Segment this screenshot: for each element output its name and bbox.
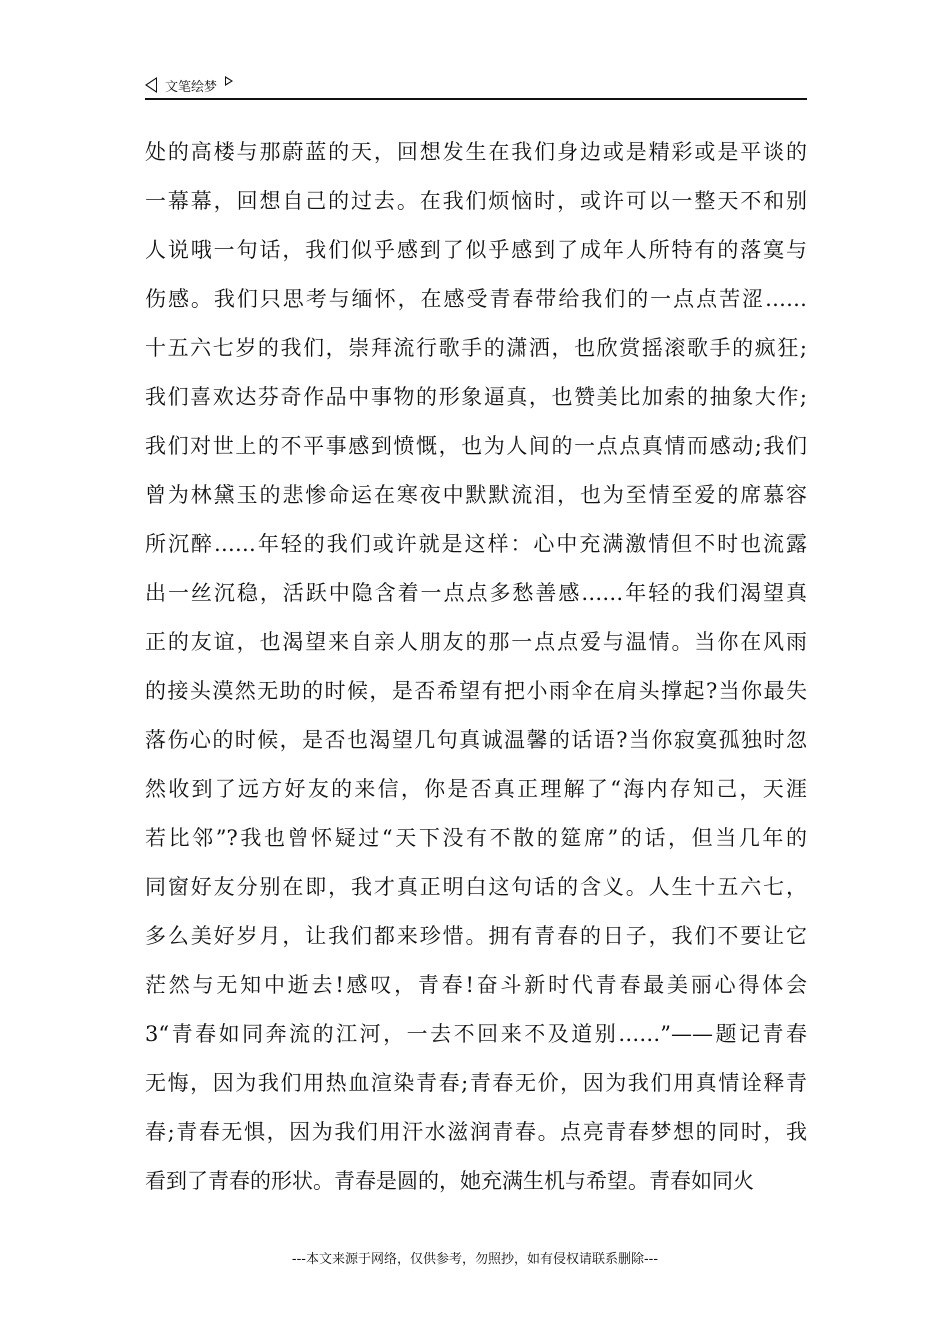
body-line: 一幕幕，回想自己的过去。在我们烦恼时，或许可以一整天不和别: [145, 189, 807, 213]
body-line: 我们喜欢达芬奇作品中事物的形象逼真，也赞美比加索的抽象大作;: [145, 385, 807, 409]
document-header: [145, 72, 807, 100]
document-body: [145, 128, 807, 1206]
body-line: 落伤心的时候，是否也渴望几句真诚温馨的话语?当你寂寞孤独时忽: [145, 728, 807, 752]
body-line: 人说哦一句话，我们似乎感到了似乎感到了成年人所特有的落寞与: [145, 238, 807, 262]
body-line: 正的友谊，也渴望来自亲人朋友的那一点点爱与温情。当你在风雨: [145, 630, 807, 654]
body-line: 的接头漠然无助的时候，是否希望有把小雨伞在肩头撑起?当你最失: [145, 679, 807, 703]
body-line: 看到了青春的形状。青春是圆的，她充满生机与希望。青春如同火: [145, 1169, 754, 1193]
body-line: 3“青春如同奔流的江河，一去不回来不及道别……”——题记青春: [145, 1022, 807, 1046]
header-title: 文笔绘梦: [165, 79, 218, 95]
body-line: 伤感。我们只思考与缅怀，在感受青春带给我们的一点点苦涩……: [145, 287, 807, 311]
body-line: 春;青春无惧，因为我们用汗水滋润青春。点亮青春梦想的同时，我: [145, 1120, 807, 1144]
body-line: 无悔，因为我们用热血渲染青春;青春无价，因为我们用真情诠释青: [145, 1071, 807, 1095]
triangle-right-icon: [225, 76, 233, 86]
body-line: 我们对世上的不平事感到愤慨，也为人间的一点点真情而感动;我们: [145, 434, 807, 458]
body-line: 处的高楼与那蔚蓝的天，回想发生在我们身边或是精彩或是平谈的: [145, 140, 807, 164]
body-line: 多么美好岁月，让我们都来珍惜。拥有青春的日子，我们不要让它: [145, 924, 807, 948]
body-line: 若比邻”?我也曾怀疑过“天下没有不散的筵席”的话，但当几年的: [145, 826, 807, 850]
body-line: 十五六七岁的我们，崇拜流行歌手的潇洒，也欣赏摇滚歌手的疯狂;: [145, 336, 807, 360]
body-line: 然收到了远方好友的来信，你是否真正理解了“海内存知己，天涯: [145, 777, 807, 801]
body-line: 所沉醉……年轻的我们或许就是这样：心中充满激情但不时也流露: [145, 532, 807, 556]
triangle-left-icon: [145, 77, 157, 93]
body-line: 曾为林黛玉的悲惨命运在寒夜中默默流泪，也为至情至爱的席慕容: [145, 483, 807, 507]
footer-disclaimer: ---本文来源于网络，仅供参考，勿照抄，如有侵权请联系删除---: [291, 1252, 659, 1267]
body-line: 同窗好友分别在即，我才真正明白这句话的含义。人生十五六七，: [145, 875, 807, 899]
body-line: 出一丝沉稳，活跃中隐含着一点点多愁善感……年轻的我们渴望真: [145, 581, 807, 605]
body-line: 茫然与无知中逝去!感叹，青春!奋斗新时代青春最美丽心得体会: [145, 973, 807, 997]
